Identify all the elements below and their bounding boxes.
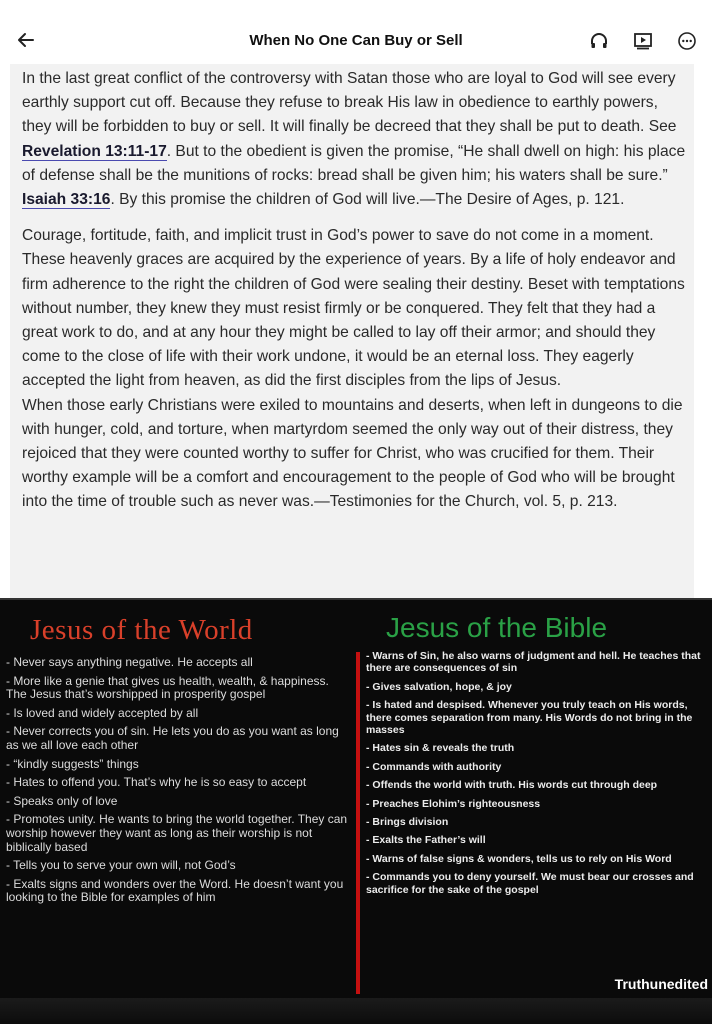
right-item: - Commands you to deny yourself. We must bear our crosses and sacrifice for the sake of the gospel	[366, 871, 694, 896]
brand-watermark: Truthunedited	[614, 976, 708, 992]
left-item: - “kindly suggests” things	[6, 756, 139, 771]
left-item: - Never says anything negative. He accepts all	[6, 655, 253, 669]
left-column-title: Jesus of the World	[30, 614, 253, 646]
left-item: - Speaks only of love	[6, 793, 118, 808]
scripture-link-isaiah[interactable]: Isaiah 33:16	[22, 191, 111, 209]
left-item: - More like a genie that gives us health, wealth, & happiness. The Jesus that’s worshipped in prosperity gospel	[6, 673, 329, 702]
right-item: - Brings division	[366, 816, 449, 829]
left-item: - Exalts signs and wonders over the Word. He doesn’t want you looking to the Bible for examples of him	[6, 876, 344, 905]
right-column-list	[366, 650, 702, 902]
paragraph-2: Courage, fortitude, faith, and implicit trust in God’s power to save do not come in a moment. These heavenly graces are acquired by the experience of years. By a life of holy endeavor and firm adherence to the right the children of God were sealing their destiny. Beset with temptations without number, they knew they must resist firmly or be conquered. They felt that they had a great work to do, and at any hour they might be called to lay off their armor; and should they come to the close of life with their work undone, it would be an eternal loss. They eagerly accepted the light from heaven, as did the first disciples from the lips of Jesus.	[22, 227, 685, 390]
paragraph-1-text-c: . By this promise the children of God will live.—The Desire of Ages, p. 121.	[110, 191, 625, 209]
right-item: - Exalts the Father’s will	[366, 834, 486, 847]
left-column-list	[6, 656, 350, 910]
right-item: - Hates sin & reveals the truth	[366, 742, 515, 755]
right-item: - Is hated and despised. Whenever you truly teach on His words, there comes separation from many. His Words do not bring in the masses	[366, 699, 693, 737]
listen-button[interactable]	[588, 30, 610, 52]
scripture-link-revelation[interactable]: Revelation 13:11-17	[22, 142, 167, 160]
right-item: - Gives salvation, hope, & joy	[366, 680, 512, 693]
left-item: - Is loved and widely accepted by all	[6, 705, 199, 720]
back-arrow-icon	[16, 30, 36, 50]
page-title: When No One Can Buy or Sell	[249, 32, 463, 49]
left-item: - Hates to offend you. That’s why he is so easy to accept	[6, 775, 307, 790]
right-item: - Warns of Sin, he also warns of judgment and hell. He teaches that there are consequences of sin	[366, 650, 701, 675]
more-options-icon	[677, 31, 697, 51]
right-item: - Warns of false signs & wonders, tells us to rely on His Word	[366, 852, 672, 865]
article-body	[10, 64, 694, 598]
paragraph-1-text-a: In the last great conflict of the controversy with Satan those who are loyal to God will see every earthly support cut off. Because they refuse to break His law in obedience to earthly powers, they will be forbidden to buy or sell. It will finally be decreed that they shall be put to death. See	[22, 70, 677, 136]
right-item: - Offends the world with truth. His words cut through deep	[366, 779, 658, 792]
right-item: - Preaches Elohim’s righteousness	[366, 797, 541, 810]
left-item: - Never corrects you of sin. He lets you do as you want as long as we all love each other	[6, 724, 339, 752]
paragraph-1	[22, 64, 694, 212]
paragraph-3: When those early Christians were exiled to mountains and deserts, when left in dungeons to die with hunger, cold, and torture, when martyrdom seemed the only way out of their distress, they rejoiced that they were counted worthy to suffer for Christ, who was crucified for them. Their worthy example will be a comfort and encouragement to the people of God who will be brought into the time of trouble such as never was.—Testimonies for the Church, vol. 5, p. 213.	[22, 396, 683, 511]
back-button[interactable]	[14, 28, 38, 52]
top-bar	[0, 0, 712, 64]
right-column-title: Jesus of the Bible	[386, 612, 608, 643]
play-video-icon	[633, 31, 653, 51]
headphones-icon	[589, 31, 609, 51]
bottom-strip	[0, 998, 712, 1024]
video-button[interactable]	[632, 30, 654, 52]
right-item: - Commands with authority	[366, 760, 502, 773]
left-item: - Promotes unity. He wants to bring the world together. They can worship however they want as long as their worship is not biblically based	[6, 812, 348, 854]
column-divider	[356, 652, 360, 994]
left-item: - Tells you to serve your own will, not God’s	[6, 858, 236, 873]
more-options-button[interactable]	[676, 30, 698, 52]
paragraph-1-text-b: . But to the obedient is given the promise, “He shall dwell on high: his place of defense shall be the munitions of rocks: bread shall be given him; his waters shall be sure.”	[22, 142, 686, 184]
comparison-image	[0, 598, 712, 1000]
bottom-strip-fade	[0, 998, 712, 1024]
